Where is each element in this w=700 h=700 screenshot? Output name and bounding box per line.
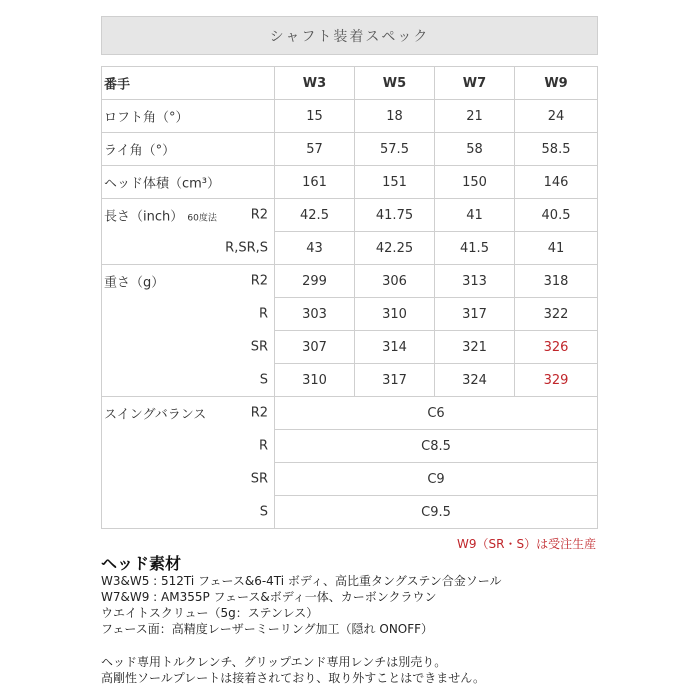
row-label-cell (102, 133, 275, 166)
material-line: W7&W9 : AM355P フェース&ボディ一体、カーボンクラウン (101, 590, 437, 604)
material-note: ヘッド専用トルクレンチ、グリップエンド専用レンチは別売り。 (101, 655, 447, 669)
row-label: ライ角（°） (104, 143, 176, 159)
table-cell: 24 (515, 100, 598, 133)
table-cell: 41 (435, 199, 515, 232)
row-label-group (104, 206, 217, 225)
table-title: シャフト装着スペック (102, 17, 598, 55)
table-cell: 306 (355, 265, 435, 298)
row-label: ヘッド体積（cm³） (104, 176, 221, 192)
table-cell-merged: C8.5 (275, 430, 598, 463)
table-cell: 41 (515, 232, 598, 265)
table-cell: 317 (435, 298, 515, 331)
row-sublabel: R2 (250, 405, 268, 421)
material-note: 高剛性ソールプレートは接着されており、取り外すことはできません。 (101, 671, 486, 685)
row-label-cell (102, 298, 275, 331)
made-to-order-note: W9（SR・S）は受注生産 (457, 537, 597, 551)
row-sublabel: R (258, 438, 268, 454)
table-cell: 310 (355, 298, 435, 331)
table-cell-highlight: 329 (515, 364, 598, 397)
table-cell: 313 (435, 265, 515, 298)
row-sublabel: S (259, 372, 268, 388)
table-cell: 314 (355, 331, 435, 364)
table-row (102, 397, 598, 430)
row-sublabel: R2 (250, 207, 268, 223)
table-row (102, 463, 598, 496)
row-sublabel: R (258, 306, 268, 322)
row-sublabel: R2 (250, 273, 268, 289)
table-cell: 58.5 (515, 133, 598, 166)
table-cell: 324 (435, 364, 515, 397)
row-label-cell (102, 100, 275, 133)
table-row (102, 166, 598, 199)
header-row (102, 67, 598, 100)
table-row (102, 331, 598, 364)
row-sublabel: R,SR,S (225, 240, 268, 256)
table-row (102, 298, 598, 331)
table-cell: 161 (275, 166, 355, 199)
table-cell-highlight: 326 (515, 331, 598, 364)
row-label-cell (102, 463, 275, 496)
table-row (102, 133, 598, 166)
row-sublabel: SR (250, 471, 268, 487)
row-label-cell (102, 199, 275, 232)
material-line: フェース面：高精度レーザーミーリング加工（隠れ ONOFF） (101, 622, 434, 636)
table-cell: 57.5 (355, 133, 435, 166)
table-cell: 40.5 (515, 199, 598, 232)
row-label-cell (102, 397, 275, 430)
table-cell: 151 (355, 166, 435, 199)
table-cell: 307 (275, 331, 355, 364)
row-label-cell (102, 430, 275, 463)
table-row (102, 100, 598, 133)
table-cell: 150 (435, 166, 515, 199)
spacer (101, 637, 502, 654)
table-cell: 42.25 (355, 232, 435, 265)
header-col-w9: W9 (515, 67, 598, 100)
table-cell: 321 (435, 331, 515, 364)
table-row (102, 496, 598, 529)
row-label-cell (102, 331, 275, 364)
table-cell: 317 (355, 364, 435, 397)
table-cell: 146 (515, 166, 598, 199)
table-cell: 303 (275, 298, 355, 331)
table-cell-merged: C9 (275, 463, 598, 496)
row-label: 長さ（inch） (104, 209, 184, 225)
header-label: 番手 (104, 77, 131, 93)
table-cell: 41.75 (355, 199, 435, 232)
table-cell-merged: C9.5 (275, 496, 598, 529)
table-row (102, 430, 598, 463)
table-cell: 322 (515, 298, 598, 331)
table-cell: 21 (435, 100, 515, 133)
material-description (101, 573, 502, 686)
row-label-cell (102, 496, 275, 529)
row-label: スイングバランス (104, 407, 207, 423)
row-label-cell (102, 364, 275, 397)
row-label: ロフト角（°） (104, 110, 189, 126)
table-row (102, 364, 598, 397)
table-row (102, 199, 598, 232)
table-cell: 58 (435, 133, 515, 166)
row-label-cell (102, 232, 275, 265)
row-label-note: 60度法 (187, 213, 217, 224)
header-col-w5: W5 (355, 67, 435, 100)
table-row (102, 232, 598, 265)
header-col-w3: W3 (275, 67, 355, 100)
table-cell: 42.5 (275, 199, 355, 232)
row-label-cell (102, 166, 275, 199)
row-sublabel: SR (250, 339, 268, 355)
material-heading: ヘッド素材 (101, 554, 182, 573)
table-cell: 318 (515, 265, 598, 298)
material-line: ウエイトスクリュー（5g：ステンレス） (101, 606, 319, 620)
table-cell: 310 (275, 364, 355, 397)
header-label-cell (102, 67, 275, 100)
header-col-w7: W7 (435, 67, 515, 100)
row-label-cell (102, 265, 275, 298)
table-cell: 299 (275, 265, 355, 298)
material-line: W3&W5 : 512Ti フェース&6-4Ti ボディ、高比重タングステン合金ソール (101, 574, 502, 588)
table-cell-merged: C6 (275, 397, 598, 430)
table-row (102, 265, 598, 298)
table-cell: 57 (275, 133, 355, 166)
table-cell: 18 (355, 100, 435, 133)
row-label: 重さ（g） (104, 275, 165, 291)
row-sublabel: S (259, 504, 268, 520)
table-cell: 15 (275, 100, 355, 133)
spec-table (101, 16, 598, 529)
table-cell: 43 (275, 232, 355, 265)
table-cell: 41.5 (435, 232, 515, 265)
